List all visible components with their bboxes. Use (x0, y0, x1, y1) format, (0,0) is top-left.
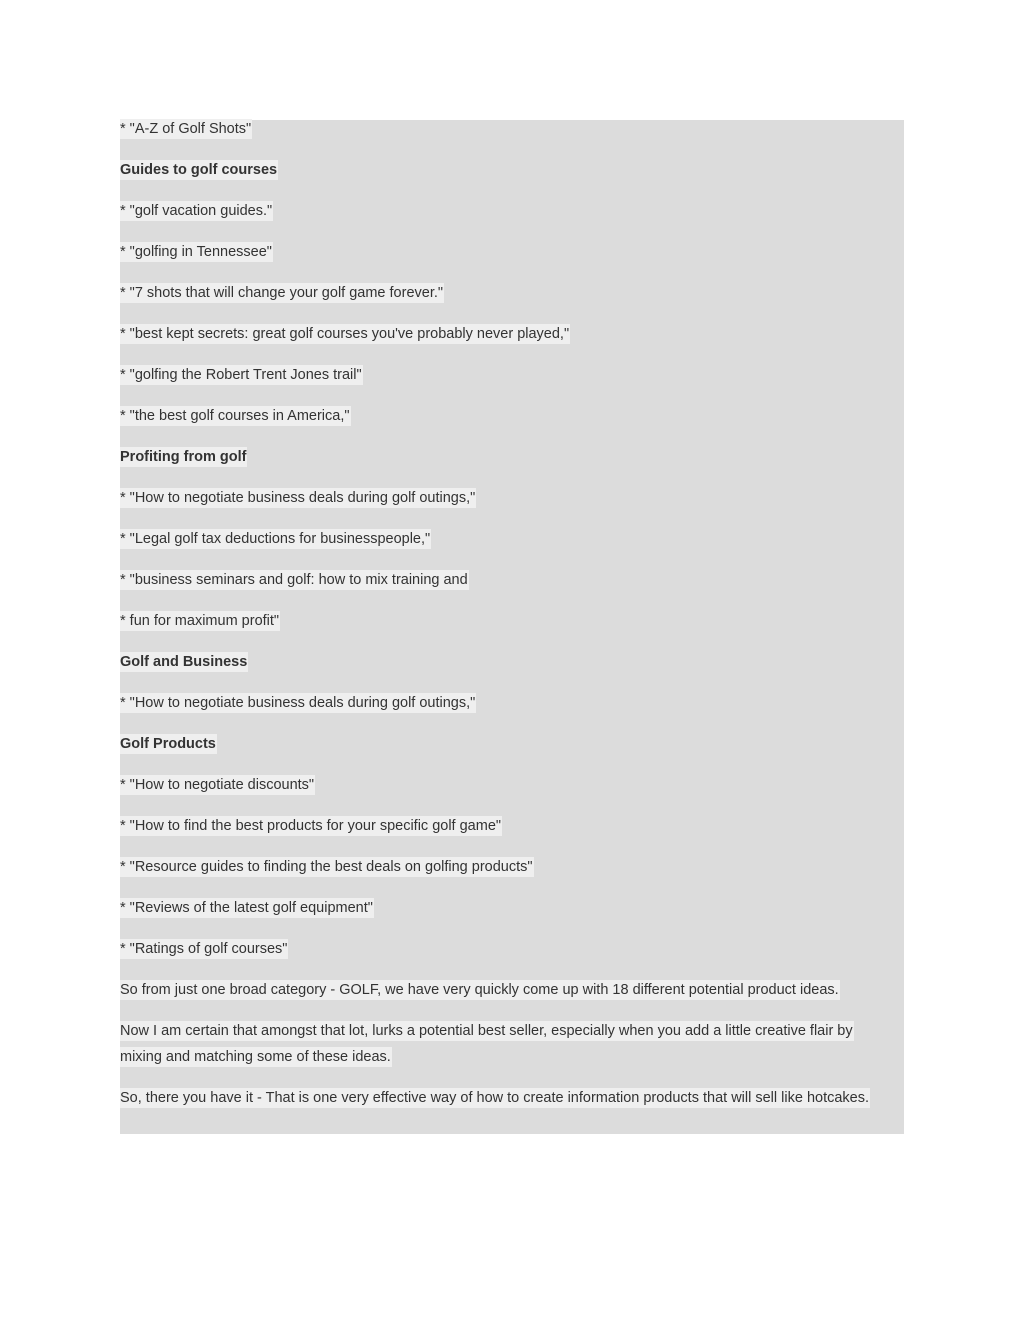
paragraph-line: mixing and matching some of these ideas. (120, 1049, 391, 1065)
list-item: * "How to negotiate discounts" (120, 777, 315, 793)
list-item: * "Resource guides to finding the best deals on golfing products" (120, 859, 533, 875)
list-item: * "the best golf courses in America," (120, 408, 350, 424)
document-content (120, 120, 904, 1134)
list-item: * "Reviews of the latest golf equipment" (120, 900, 373, 916)
section-heading: Profiting from golf (120, 449, 247, 465)
paragraph-line: So from just one broad category - GOLF, we have very quickly come up with 18 different potential product ideas. (120, 982, 839, 998)
section-heading: Guides to golf courses (120, 162, 278, 178)
list-item: * "golf vacation guides." (120, 203, 273, 219)
list-item: * "best kept secrets: great golf courses you've probably never played," (120, 326, 570, 342)
list-item: * "7 shots that will change your golf game forever." (120, 285, 444, 301)
list-item: * "golfing in Tennessee" (120, 244, 272, 260)
list-item: * "Ratings of golf courses" (120, 941, 288, 957)
list-item: * "A-Z of Golf Shots" (120, 121, 252, 137)
list-item: * "How to negotiate business deals during golf outings," (120, 490, 476, 506)
paragraph-line: Now I am certain that amongst that lot, lurks a potential best seller, especially when you add a little creative flair by (120, 1023, 853, 1039)
list-item: * "How to find the best products for your specific golf game" (120, 818, 502, 834)
list-item: * "How to negotiate business deals during golf outings," (120, 695, 476, 711)
list-item: * fun for maximum profit" (120, 613, 280, 629)
paragraph-line: So, there you have it - That is one very effective way of how to create information products that will sell like hotcakes. (120, 1090, 870, 1106)
section-heading: Golf Products (120, 736, 216, 752)
section-heading: Golf and Business (120, 654, 248, 670)
list-item: * "golfing the Robert Trent Jones trail" (120, 367, 362, 383)
list-item: * "Legal golf tax deductions for businesspeople," (120, 531, 431, 547)
list-item: * "business seminars and golf: how to mix training and (120, 572, 468, 588)
